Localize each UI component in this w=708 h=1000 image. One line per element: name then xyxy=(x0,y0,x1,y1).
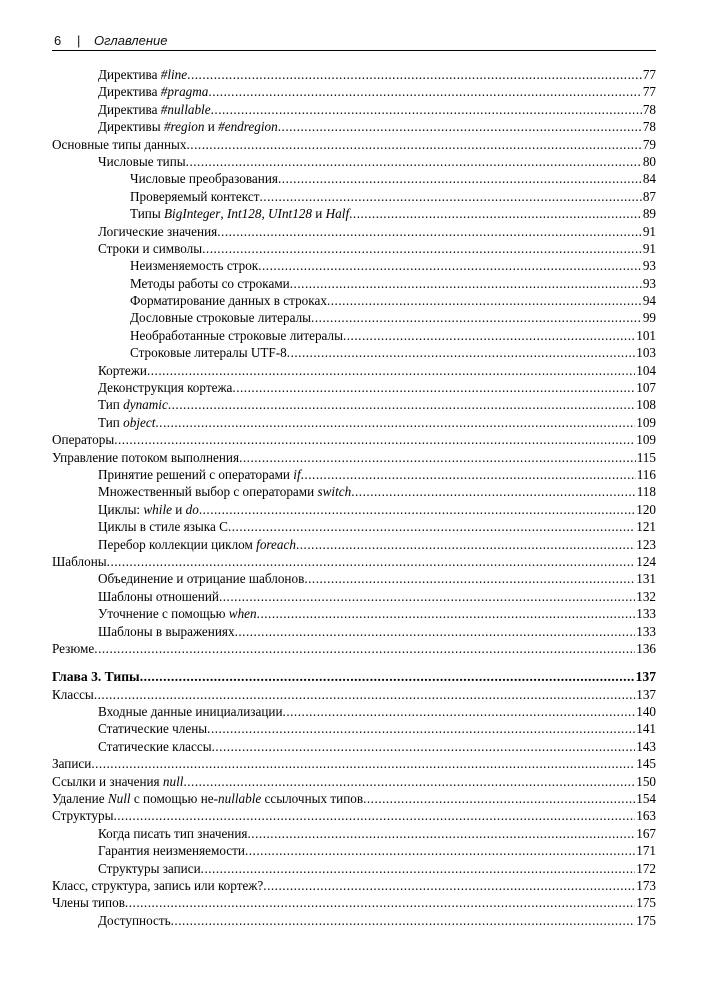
toc-entry-title xyxy=(98,379,232,396)
toc-entry[interactable] xyxy=(52,275,656,292)
toc-leader-dots xyxy=(208,83,641,100)
toc-leader-dots xyxy=(147,362,635,379)
toc-entry[interactable] xyxy=(52,483,656,500)
toc-page-number: 84 xyxy=(642,171,656,187)
toc-entry-title-segment: Директива xyxy=(98,84,161,100)
toc-page-number: 137 xyxy=(635,669,656,685)
toc-page-number: 91 xyxy=(642,240,656,256)
toc-leader-dots xyxy=(187,136,642,153)
toc-page-number: 163 xyxy=(636,808,656,824)
toc-page-number: 78 xyxy=(642,119,656,135)
toc-entry-title xyxy=(52,449,239,466)
toc-entry-title xyxy=(98,720,207,737)
toc-entry[interactable] xyxy=(52,396,656,413)
toc-entry-title-segment: null xyxy=(162,773,184,789)
toc-entry[interactable] xyxy=(52,686,656,703)
toc-entry[interactable] xyxy=(52,414,656,431)
toc-entry-title-segment: Null xyxy=(107,791,131,807)
toc-entry-title xyxy=(98,362,147,379)
toc-entry[interactable] xyxy=(52,101,656,118)
toc-page-number: 79 xyxy=(642,136,656,152)
toc-page-number: 133 xyxy=(636,623,656,639)
toc-entry[interactable] xyxy=(52,807,656,824)
toc-entry-title-segment: и xyxy=(312,206,326,222)
toc-entry-title-segment: Необработанные строковые литералы xyxy=(130,327,343,343)
toc-entry[interactable] xyxy=(52,518,656,535)
toc-page-number: 124 xyxy=(636,553,656,569)
toc-entry-title-segment: Логические значения xyxy=(98,223,218,239)
toc-leader-dots xyxy=(228,518,635,535)
toc-entry-title-segment: Когда писать тип значения xyxy=(98,825,248,841)
toc-leader-dots xyxy=(199,501,635,518)
toc-entry[interactable] xyxy=(52,431,656,448)
toc-entry-title xyxy=(52,773,183,790)
toc-entry-title-segment: #nullable xyxy=(160,101,211,117)
toc-entry[interactable] xyxy=(52,83,656,100)
toc-entry[interactable] xyxy=(52,605,656,622)
toc-entry-title-segment: Строковые литералы UTF-8 xyxy=(130,345,287,361)
toc-entry-title-segment: Структуры записи xyxy=(98,860,201,876)
toc-page-number: 133 xyxy=(636,606,656,622)
toc-page-number: 141 xyxy=(636,721,656,737)
toc-entry-title-segment: Циклы: xyxy=(98,501,144,517)
toc-leader-dots xyxy=(186,153,642,170)
toc-leader-dots xyxy=(235,623,636,640)
toc-page-number: 87 xyxy=(642,188,656,204)
toc-entry-title-segment: Кортежи xyxy=(98,362,147,378)
toc-leader-dots xyxy=(248,825,636,842)
toc-entry-title-segment: Директива xyxy=(98,101,161,117)
toc-entry[interactable] xyxy=(52,703,656,720)
toc-page-number: 131 xyxy=(636,571,656,587)
toc-page-number: 78 xyxy=(642,101,656,117)
toc-page-number: 172 xyxy=(636,860,656,876)
toc-entry-title-segment: object xyxy=(123,414,156,430)
toc-entry-title-segment: Проверяемый контекст xyxy=(130,188,260,204)
toc-entry-title-segment: #pragma xyxy=(160,84,209,100)
toc-entry-title xyxy=(130,257,258,274)
toc-entry-title-segment: Класс, структура, запись или кортеж? xyxy=(52,877,264,893)
toc-leader-dots xyxy=(311,309,642,326)
toc-leader-dots xyxy=(219,588,635,605)
toc-entry-title xyxy=(98,570,304,587)
toc-entry-title xyxy=(52,877,263,894)
toc-entry-title-segment: switch xyxy=(317,484,352,500)
toc-entry[interactable] xyxy=(52,205,656,222)
toc-entry-title xyxy=(98,414,155,431)
toc-entry[interactable] xyxy=(52,344,656,361)
toc-entry-title-segment: Типы xyxy=(130,206,164,222)
toc-entry-title-segment: Числовые типы xyxy=(98,153,186,169)
toc-entry-title-segment: и xyxy=(204,119,219,135)
toc-page-number: 116 xyxy=(636,466,656,482)
toc-entry-title xyxy=(98,860,201,877)
toc-entry-title-segment: , xyxy=(220,206,227,222)
toc-entry-title-segment: Директива xyxy=(98,67,161,82)
toc-entry[interactable] xyxy=(52,894,656,911)
toc-entry-title xyxy=(98,518,228,535)
toc-page-number: 175 xyxy=(636,895,656,911)
toc-page-number: 140 xyxy=(636,704,656,720)
toc-page-number: 132 xyxy=(636,588,656,604)
toc-page-number: 167 xyxy=(636,825,656,841)
toc-entry-title xyxy=(52,668,140,685)
toc-entry[interactable] xyxy=(52,877,656,894)
toc-leader-dots xyxy=(257,605,636,622)
toc-page-number: 143 xyxy=(636,738,656,754)
toc-entry-title-segment: Тип xyxy=(98,414,124,430)
toc-entry-title-segment: Члены типов xyxy=(52,895,125,911)
toc-entry-title xyxy=(130,188,260,205)
toc-entry-title-segment: Статические члены xyxy=(98,721,208,737)
toc-leader-dots xyxy=(363,790,635,807)
toc-page-number: 101 xyxy=(636,327,656,343)
toc-entry-title-segment: Директивы xyxy=(98,119,164,135)
toc-entry-title xyxy=(98,825,248,842)
toc-leader-dots xyxy=(304,570,635,587)
toc-leader-dots xyxy=(278,170,642,187)
toc-page-number: 137 xyxy=(636,686,656,702)
toc-entry-title-segment: UInt128 xyxy=(268,206,312,222)
toc-entry-title xyxy=(98,466,301,483)
toc-entry-title-segment: Int128 xyxy=(227,206,262,222)
toc-entry[interactable] xyxy=(52,720,656,737)
toc-leader-dots xyxy=(212,738,636,755)
toc-page-number: 77 xyxy=(642,67,656,82)
toc-entry-title-segment: #line xyxy=(160,67,188,82)
toc-entry[interactable] xyxy=(52,118,656,135)
toc-leader-dots xyxy=(343,327,635,344)
toc-page-number: 80 xyxy=(642,153,656,169)
toc-entry[interactable] xyxy=(52,623,656,640)
toc-leader-dots xyxy=(140,668,635,685)
toc-entry[interactable] xyxy=(52,755,656,772)
toc-page-number: 93 xyxy=(642,258,656,274)
toc-entry-title xyxy=(130,170,278,187)
toc-entry[interactable] xyxy=(52,292,656,309)
toc-entry[interactable] xyxy=(52,790,656,807)
toc-entry-title xyxy=(98,83,208,100)
toc-page-number: 107 xyxy=(636,380,656,396)
toc-entry-title-segment: Half xyxy=(325,206,350,222)
toc-entry-title-segment: Шаблоны в выражениях xyxy=(98,623,235,639)
toc-entry-title xyxy=(52,640,94,657)
toc-page-number: 136 xyxy=(636,640,656,656)
toc-entry[interactable] xyxy=(52,912,656,929)
toc-entry[interactable] xyxy=(52,327,656,344)
toc-entry-title xyxy=(130,309,311,326)
toc-leader-dots xyxy=(283,703,636,720)
toc-entry-title xyxy=(52,553,107,570)
toc-page-number: 150 xyxy=(636,773,656,789)
toc-page-number: 173 xyxy=(636,877,656,893)
toc-leader-dots xyxy=(232,379,635,396)
toc-entry-title-segment: Строки и символы xyxy=(98,240,203,256)
toc-leader-dots xyxy=(207,720,635,737)
toc-entry-title-segment: Операторы xyxy=(52,432,115,448)
toc-entry-title xyxy=(98,501,199,518)
toc-entry-title-segment: и xyxy=(171,501,186,517)
toc-entry[interactable] xyxy=(52,188,656,205)
toc-page-number: 171 xyxy=(636,843,656,859)
toc-leader-dots xyxy=(327,292,642,309)
toc-page-number: 115 xyxy=(636,449,656,465)
header-separator: | xyxy=(77,33,81,48)
toc-page-number: 77 xyxy=(642,84,656,100)
toc-leader-dots xyxy=(94,686,635,703)
toc-leader-dots xyxy=(187,66,642,83)
toc-entry-title xyxy=(98,66,187,83)
toc-page-number: 94 xyxy=(642,293,656,309)
toc-entry[interactable] xyxy=(52,136,656,153)
toc-page-number: 109 xyxy=(636,432,656,448)
toc-entry[interactable] xyxy=(52,170,656,187)
toc-entry-title xyxy=(98,101,211,118)
toc-leader-dots xyxy=(260,188,642,205)
toc-entry-title-segment: Статические классы xyxy=(98,738,212,754)
toc-leader-dots xyxy=(171,912,636,929)
toc-leader-dots xyxy=(278,118,642,135)
toc-entry-title-segment: Тип xyxy=(98,397,124,413)
toc-leader-dots xyxy=(239,449,636,466)
toc-page-number: 123 xyxy=(636,536,656,552)
toc-entry-title xyxy=(52,755,91,772)
toc-entry[interactable] xyxy=(52,553,656,570)
toc-entry-title-segment: BigInteger xyxy=(164,206,221,222)
toc-page-number: 104 xyxy=(636,362,656,378)
toc-entry[interactable] xyxy=(52,362,656,379)
toc-entry-title-segment: Принятие решений с операторами xyxy=(98,466,294,482)
toc-page-number: 120 xyxy=(636,501,656,517)
toc-entry-title-segment: Доступность xyxy=(98,912,171,928)
toc-entry-title-segment: #endregion xyxy=(218,119,278,135)
toc-entry[interactable] xyxy=(52,309,656,326)
toc-entry-title-segment: Объединение и отрицание шаблонов xyxy=(98,571,305,587)
toc-entry[interactable] xyxy=(52,825,656,842)
toc-entry-title-segment: Циклы в стиле языка С xyxy=(98,519,228,535)
toc-leader-dots xyxy=(113,807,635,824)
toc-entry-title xyxy=(98,153,186,170)
header-page-number: 6 xyxy=(54,33,62,48)
toc-entry[interactable] xyxy=(52,449,656,466)
toc-entry-title-segment: Форматирование данных в строках xyxy=(130,293,327,309)
toc-entry-title-segment: do xyxy=(185,501,199,517)
toc-entry-title-segment: Шаблоны xyxy=(52,553,107,569)
toc-leader-dots xyxy=(168,396,635,413)
toc-entry[interactable] xyxy=(52,842,656,859)
toc-entry[interactable] xyxy=(52,860,656,877)
toc-entry-title xyxy=(98,623,235,640)
toc-entry-title-segment: Записи xyxy=(52,756,92,772)
toc-leader-dots xyxy=(155,414,635,431)
toc-entry-title xyxy=(98,223,217,240)
toc-entry-title-segment: if xyxy=(293,466,301,482)
toc-leader-dots xyxy=(114,431,635,448)
toc-entry[interactable] xyxy=(52,640,656,657)
toc-page-number: 145 xyxy=(636,756,656,772)
toc-entry-title xyxy=(130,292,327,309)
toc-entry-title-segment: Множественный выбор с операторами xyxy=(98,484,318,500)
toc-entry-title-segment: Деконструкция кортежа xyxy=(98,380,233,396)
toc-entry[interactable] xyxy=(52,240,656,257)
toc-entry[interactable] xyxy=(52,153,656,170)
toc-entry-title-segment: Неизменяемость строк xyxy=(130,258,259,274)
toc-leader-dots xyxy=(211,101,642,118)
toc-entry-title xyxy=(98,605,257,622)
toc-entry-title xyxy=(98,536,296,553)
toc-entry-title xyxy=(52,431,114,448)
toc-entry-title-segment: foreach xyxy=(256,536,296,552)
toc-entry-title-segment: Классы xyxy=(52,686,94,702)
toc-entry[interactable] xyxy=(52,570,656,587)
toc-entry-title-segment: Уточнение с помощью xyxy=(98,606,229,622)
toc-page-number: 99 xyxy=(642,310,656,326)
toc-leader-dots xyxy=(287,344,635,361)
toc-leader-dots xyxy=(201,860,636,877)
toc-entry-title-segment: Гарантия неизменяемости xyxy=(98,843,245,859)
toc-entry-title-segment: Перебор коллекции циклом xyxy=(98,536,257,552)
toc-leader-dots xyxy=(290,275,642,292)
toc-entry-title xyxy=(130,344,287,361)
toc-entry-title-segment: Шаблоны отношений xyxy=(98,588,219,604)
toc-entry-title-segment: ссылочных типов xyxy=(261,791,364,807)
toc-page-number: 93 xyxy=(642,275,656,291)
toc-entry-title-segment: , xyxy=(261,206,269,222)
toc-leader-dots xyxy=(296,536,635,553)
toc-page-number: 109 xyxy=(636,414,656,430)
toc-page-number: 154 xyxy=(636,791,656,807)
toc-entry-title-segment: nullable xyxy=(218,791,262,807)
toc-entry-title-segment: #region xyxy=(163,119,205,135)
toc-entry[interactable] xyxy=(52,536,656,553)
toc-entry-title xyxy=(52,790,363,807)
toc-page-number: 108 xyxy=(636,397,656,413)
toc-entry-title xyxy=(98,240,202,257)
toc-entry[interactable] xyxy=(52,223,656,240)
toc-entry-title-segment: Управление потоком выполнения xyxy=(52,449,240,465)
toc-entry-title-segment: Глава 3. Типы xyxy=(52,669,140,685)
toc-leader-dots xyxy=(91,755,635,772)
header-title: Оглавление xyxy=(94,33,168,48)
toc-entry-title-segment: с помощью не- xyxy=(130,791,218,807)
toc-entry-title-segment: Резюме xyxy=(52,640,95,656)
toc-entry-title-segment: Удаление xyxy=(52,791,108,807)
toc-entry-title xyxy=(130,275,290,292)
toc-entry-title xyxy=(130,327,343,344)
toc-leader-dots xyxy=(107,553,636,570)
toc-page-number: 103 xyxy=(636,345,656,361)
toc-entry-title-segment: Входные данные инициализации xyxy=(98,704,283,720)
toc-entry[interactable] xyxy=(52,257,656,274)
toc-leader-dots xyxy=(217,223,642,240)
toc-entry-title-segment: Методы работы со строками xyxy=(130,275,290,291)
toc-entry-title xyxy=(98,912,171,929)
running-header xyxy=(52,30,656,51)
toc-entry-title-segment: Основные типы данных xyxy=(52,136,187,152)
toc-page-number: 121 xyxy=(636,519,656,535)
toc-entry[interactable] xyxy=(52,466,656,483)
toc-leader-dots xyxy=(125,894,635,911)
toc-entry-title xyxy=(52,686,94,703)
toc-leader-dots xyxy=(183,773,635,790)
toc-entry[interactable] xyxy=(52,66,656,83)
toc-entry-title-segment: Дословные строковые литералы xyxy=(130,310,312,326)
toc-entry-title xyxy=(52,136,187,153)
toc-leader-dots xyxy=(349,205,642,222)
toc-page-number: 89 xyxy=(642,206,656,222)
toc-entry-title-segment: Числовые преобразования xyxy=(130,171,278,187)
toc-entry-title xyxy=(98,588,219,605)
toc-entry-title-segment: Ссылки и значения xyxy=(52,773,163,789)
toc-entry-title xyxy=(52,807,113,824)
toc-entry-title xyxy=(130,205,349,222)
toc-leader-dots xyxy=(245,842,635,859)
toc-entry-title xyxy=(98,483,351,500)
toc-page-number: 175 xyxy=(636,912,656,928)
toc-entry-title xyxy=(98,396,168,413)
toc-chapter-entry[interactable] xyxy=(52,668,656,685)
toc-entry[interactable] xyxy=(52,501,656,518)
toc-page-number: 91 xyxy=(642,223,656,239)
toc-entry-title xyxy=(98,118,278,135)
toc-entry-title xyxy=(52,894,125,911)
toc-leader-dots xyxy=(258,257,642,274)
toc-leader-dots xyxy=(94,640,635,657)
toc-entry[interactable] xyxy=(52,379,656,396)
toc-entry-title-segment: Структуры xyxy=(52,808,114,824)
toc-entry-title-segment: when xyxy=(228,606,257,622)
toc-entry[interactable] xyxy=(52,588,656,605)
toc-entry[interactable] xyxy=(52,738,656,755)
toc-leader-dots xyxy=(301,466,636,483)
toc-entry-title-segment: dynamic xyxy=(123,397,168,413)
table-of-contents xyxy=(52,66,656,929)
toc-leader-dots xyxy=(202,240,642,257)
toc-leader-dots xyxy=(351,483,636,500)
toc-leader-dots xyxy=(263,877,635,894)
toc-page-number: 118 xyxy=(636,484,656,500)
toc-entry-title xyxy=(98,738,212,755)
toc-entry[interactable] xyxy=(52,773,656,790)
toc-entry-title xyxy=(98,703,283,720)
toc-entry-title-segment: while xyxy=(143,501,172,517)
toc-entry-title xyxy=(98,842,245,859)
